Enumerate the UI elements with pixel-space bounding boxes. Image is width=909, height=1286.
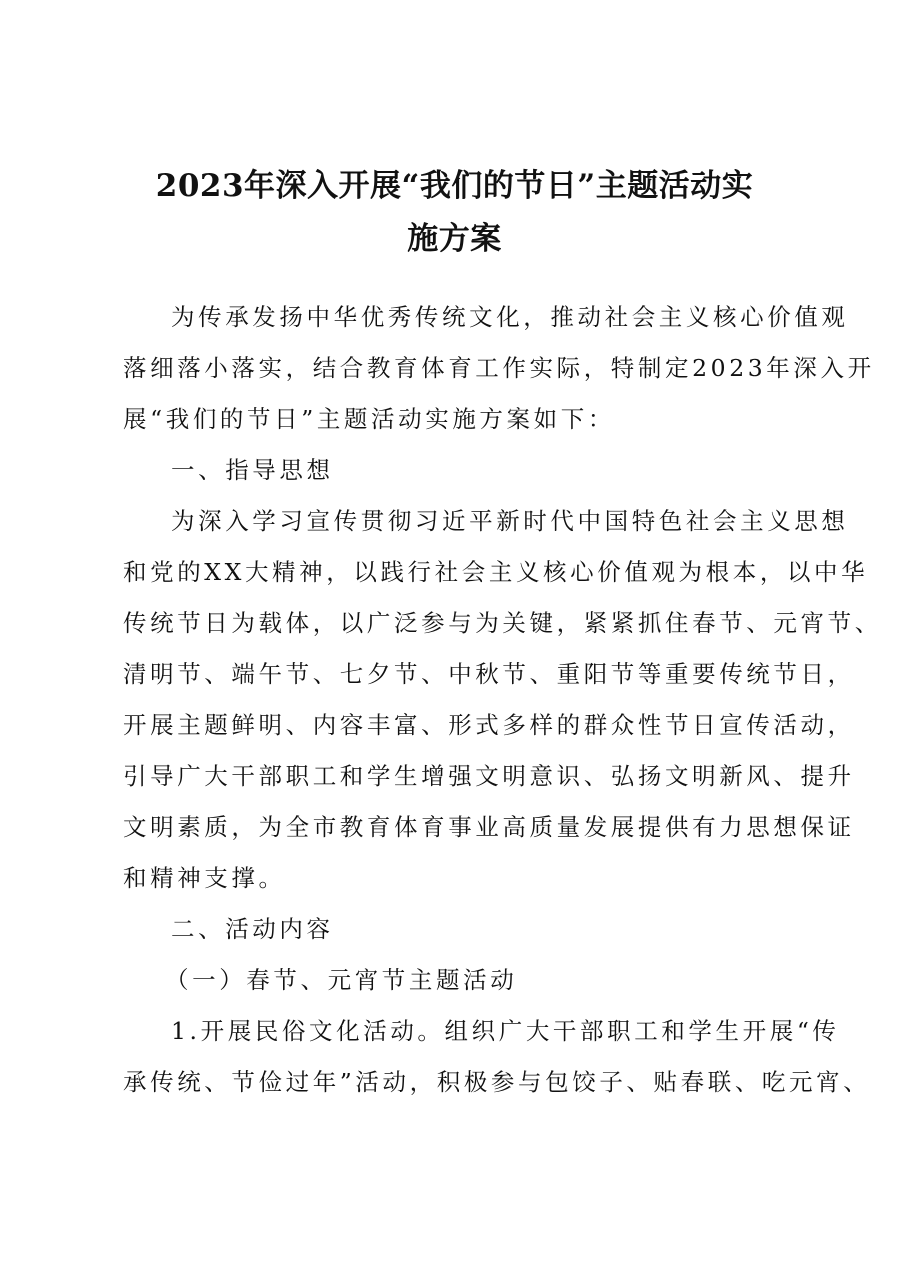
body-paragraph-line: 为深入学习宣传贯彻习近平新时代中国特色社会主义思想 bbox=[171, 507, 849, 535]
body-paragraph-line: 1.开展民俗文化活动。组织广大干部职工和学生开展“传 bbox=[171, 1017, 840, 1045]
body-paragraph-line: 开展主题鲜明、内容丰富、形式多样的群众性节日宣传活动， bbox=[123, 711, 855, 739]
body-paragraph-line: 和党的XX大精神，以践行社会主义核心价值观为根本，以中华 bbox=[123, 558, 869, 586]
body-paragraph-line: 文明素质，为全市教育体育事业高质量发展提供有力思想保证 bbox=[123, 813, 855, 841]
body-paragraph-line: 展“我们的节日”主题活动实施方案如下： bbox=[123, 405, 615, 433]
body-paragraph-line: 清明节、端午节、七夕节、中秋节、重阳节等重要传统节日， bbox=[123, 660, 855, 688]
body-paragraph-line: 为传承发扬中华优秀传统文化，推动社会主义核心价值观 bbox=[171, 303, 849, 331]
body-paragraph-line: 落细落小落实，结合教育体育工作实际，特制定2023年深入开 bbox=[123, 354, 875, 382]
section-heading: 一、指导思想 bbox=[171, 456, 334, 484]
section-heading: 二、活动内容 bbox=[171, 915, 334, 943]
body-paragraph-line: 引导广大干部职工和学生增强文明意识、弘扬文明新风、提升 bbox=[123, 762, 855, 790]
document-title-line-2: 施方案 bbox=[407, 221, 502, 257]
subsection-heading: （一）春节、元宵节主题活动 bbox=[165, 966, 518, 994]
body-paragraph-line: 传统节日为载体，以广泛参与为关键，紧紧抓住春节、元宵节、 bbox=[123, 609, 882, 637]
body-paragraph-line: 承传统、节俭过年”活动，积极参与包饺子、贴春联、吃元宵、 bbox=[123, 1068, 871, 1096]
body-paragraph-line: 和精神支撑。 bbox=[123, 864, 286, 892]
document-title-line-1: 2023年深入开展“我们的节日”主题活动实 bbox=[155, 168, 754, 204]
